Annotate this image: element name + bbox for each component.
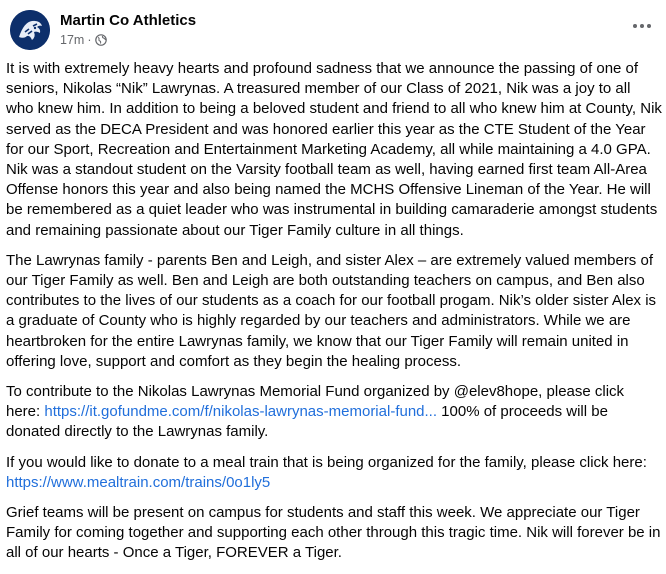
page-avatar[interactable]: [10, 10, 50, 50]
globe-icon: [95, 34, 107, 46]
post-header: [10, 10, 656, 50]
more-dot: [640, 24, 644, 28]
more-horizontal-icon: [633, 24, 637, 28]
post-paragraph-1: It is with extremely heavy hearts and profound sadness that we announce the passing of one of seniors, Nikolas “Nik” Lawrynas. A treasured member of our Class of 2021, Nik was a joy to all who knew him. In addition to being a beloved student and friend to all who knew him at County, Nik served as the DECA President and was honored earlier this year as the CTE Student of the Year for our Sport, Recreation and Entertainment Marketing Academy, all while maintaining a 4.0 GPA. Nik was a standout student on the Varsity football team as well, having earned first team All-Area Offense honors this year and also being named the MCHS Offensive Lineman of the Year. He will be remembered as a quiet leader who was instrumental in building camaraderie amongst students and remaining passionate about our Tiger Family culture in all things.: [6, 60, 662, 239]
post-paragraph-2: The Lawrynas family - parents Ben and Leigh, and sister Alex – are extremely valued members of our Tiger Family as well. Ben and Leigh are both outstanding teachers on campus, and Ben also contributes to the lives of our students as a coach for our football progam. Nik’s older sister Alex is a graduate of County who is highly regarded by our teachers and administrators. While we are heartbroken for the entire Lawrynas family, we know that our Tiger Family will remain united in offering love, support and comfort as they begin the healing process.: [6, 251, 657, 370]
post-meta: [60, 33, 107, 47]
timestamp-link[interactable]: 17m: [60, 33, 85, 47]
more-options-button[interactable]: [628, 12, 656, 40]
meta-separator: ·: [87, 33, 92, 47]
page-name-link[interactable]: Martin Co Athletics: [60, 12, 197, 29]
paragraph-3-text-before: To contribute to the Nikolas Lawrynas Memorial Fund organized by @elev8hope, please click here:: [6, 383, 625, 421]
post-paragraph-5: Grief teams will be present on campus for students and staff this week. We appreciate our Tiger Family for coming together and supporting each other through this tragic time. Nik will forever be in all of our hearts - Once a Tiger, FOREVER a Tiger.: [6, 504, 661, 562]
more-dot: [647, 24, 651, 28]
tiger-logo-icon: [10, 10, 50, 50]
post-paragraph-3: [6, 382, 662, 443]
paragraph-4-text: If you would like to donate to a meal train that is being organized for the family, please click here:: [6, 453, 647, 471]
post-paragraph-4: [6, 453, 662, 493]
mealtrain-link[interactable]: https://www.mealtrain.com/trains/0o1ly5: [6, 473, 271, 491]
gofundme-link[interactable]: https://it.gofundme.com/f/nikolas-lawrynas-memorial-fund...: [44, 403, 438, 421]
paragraph-3-text-after: 100% of proceeds will be donated directly to the Lawrynas family.: [6, 403, 608, 441]
post-message: [6, 59, 662, 574]
